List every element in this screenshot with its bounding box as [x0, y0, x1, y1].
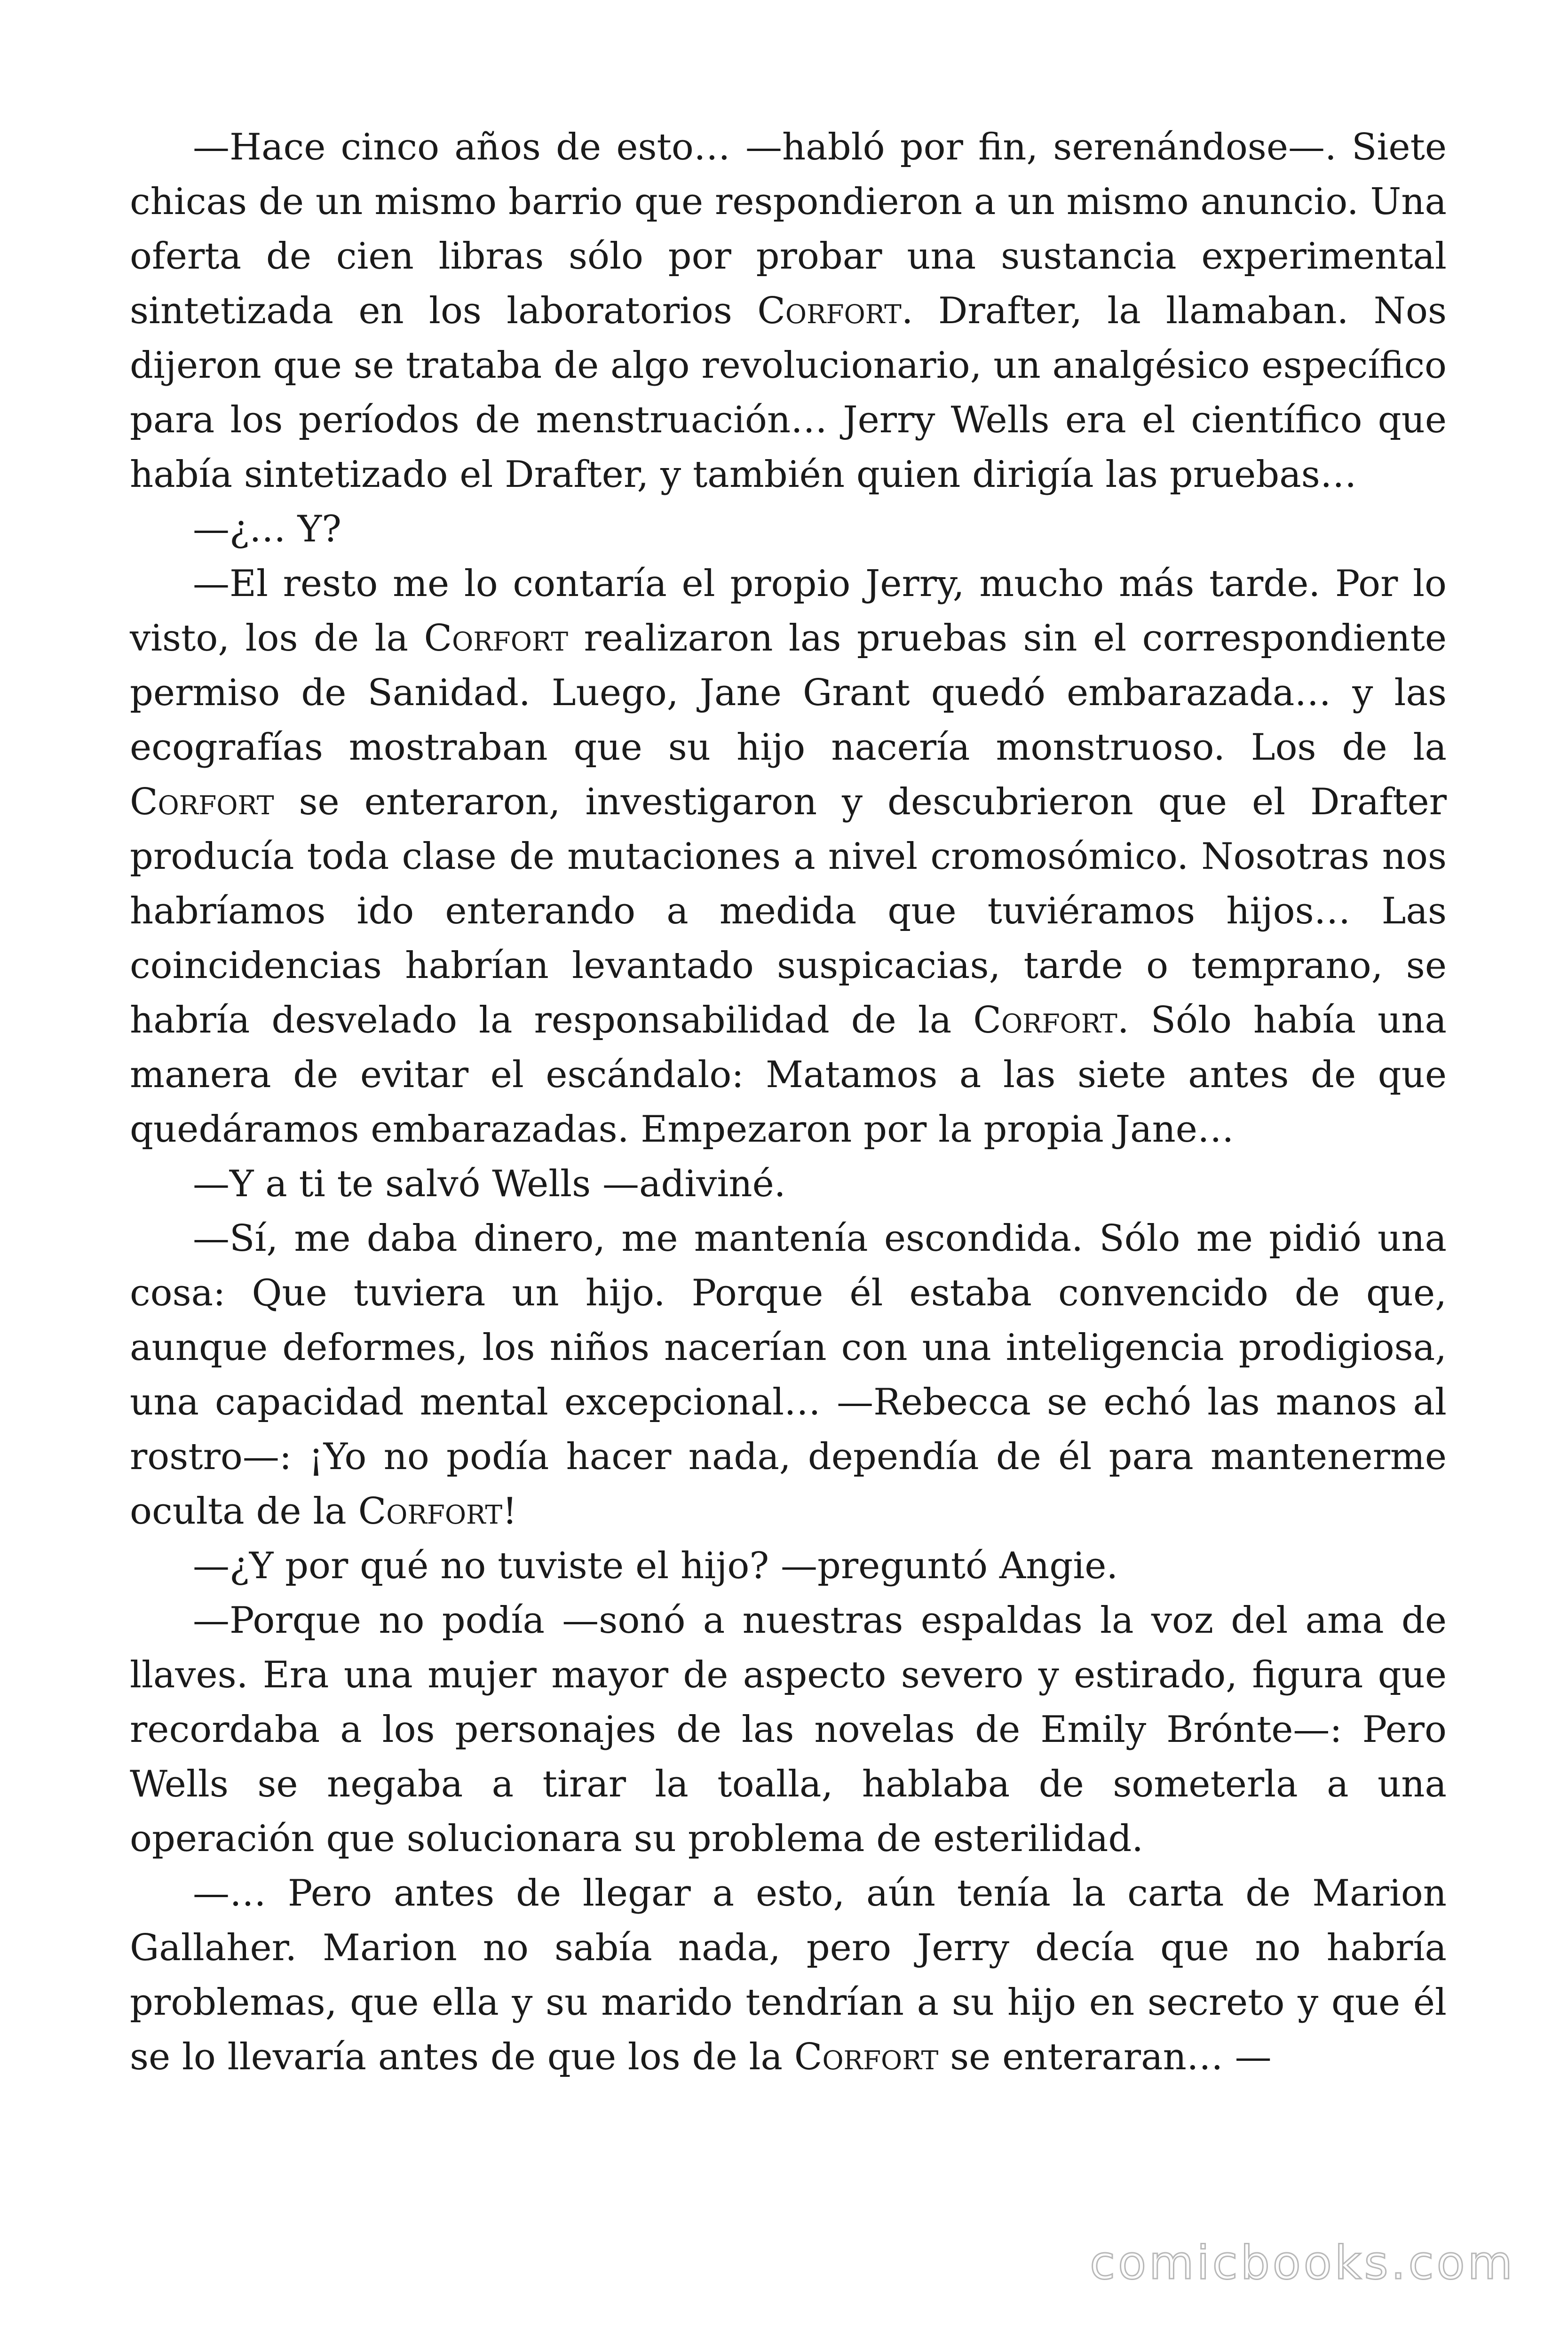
- text-run: —Hace cinco años de esto… —habló por fin, serenándose—. Siete chicas de un mismo barrio que respondieron a un mismo anuncio. Una oferta de cien libras sólo por probar una sustancia experimental sintetizada en los laboratorios: [130, 126, 1447, 332]
- text-run: —Porque no podía —sonó a nuestras espaldas la voz del ama de llaves. Era una mujer mayor de aspecto severo y estirado, figura que recordaba a los personajes de las novelas de Emily Brónte—: Pero Wells se negaba a tirar la toalla, hablaba de someterla a una operación que solucionara su problema de esterilidad.: [130, 1599, 1447, 1860]
- paragraph: [130, 1866, 1447, 2084]
- brand-name: Corfort: [757, 290, 902, 332]
- text-run: realizaron las pruebas sin el correspondiente permiso de Sanidad. Luego, Jane Grant quedó embarazada… y las ecografías mostraban que su hijo nacería monstruoso. Los de la: [130, 617, 1447, 769]
- text-run: se enteraran… —: [938, 2036, 1272, 2078]
- text-run: —El resto me lo contaría el propio Jerry, mucho más tarde. Por lo visto, los de la: [130, 563, 1447, 660]
- paragraph: [130, 1593, 1447, 1866]
- text-run: —Y a ti te salvó Wells —adiviné.: [193, 1163, 786, 1205]
- text-run: —¿… Y?: [193, 508, 341, 550]
- paragraph: [130, 502, 1447, 556]
- brand-name: Corfort: [424, 617, 569, 660]
- text-run: —Sí, me daba dinero, me mantenía escondida. Sólo me pidió una cosa: Que tuviera un hijo. Porque él estaba convencido de que, aunque deformes, los niños nacerían con una inteligencia prodigiosa, una capacidad mental excepcional… —Rebecca se echó las manos al rostro—: ¡Yo no podía hacer nada, dependía de él para mantenerme oculta de la: [130, 1217, 1447, 1533]
- text-run: —¿Y por qué no tuviste el hijo? —preguntó Angie.: [193, 1545, 1118, 1587]
- paragraph: [130, 1539, 1447, 1593]
- brand-name: Corfort: [358, 1490, 503, 1533]
- text-run: . Drafter, la llamaban. Nos dijeron que se trataba de algo revolucionario, un analgésico específico para los períodos de menstruación… Jerry Wells era el científico que había sintetizado el Drafter, y también quien dirigía las pruebas…: [130, 290, 1447, 496]
- watermark: comicbooks.com: [1090, 2236, 1515, 2290]
- text-run: . Sólo había una manera de evitar el escándalo: Matamos a las siete antes de que quedáramos embarazadas. Empezaron por la propia Jane…: [130, 999, 1447, 1151]
- book-page: [130, 120, 1447, 2084]
- paragraph: [130, 556, 1447, 1157]
- brand-name: Corfort: [973, 999, 1117, 1041]
- paragraph: [130, 1157, 1447, 1211]
- text-run: !: [502, 1490, 517, 1533]
- text-run: —… Pero antes de llegar a esto, aún tenía la carta de Marion Gallaher. Marion no sabía nada, pero Jerry decía que no habría problemas, que ella y su marido tendrían a su hijo en secreto y que él se lo llevaría antes de que los de la: [130, 1872, 1447, 2078]
- paragraph: [130, 120, 1447, 502]
- paragraph: [130, 1211, 1447, 1539]
- brand-name: Corfort: [130, 781, 274, 823]
- text-run: se enteraron, investigaron y descubrieron que el Drafter producía toda clase de mutaciones a nivel cromosómico. Nosotras nos habríamos ido enterando a medida que tuviéramos hijos… Las coincidencias habrían levantado suspicacias, tarde o temprano, se habría desvelado la responsabilidad de la: [130, 781, 1447, 1041]
- brand-name: Corfort: [794, 2036, 939, 2078]
